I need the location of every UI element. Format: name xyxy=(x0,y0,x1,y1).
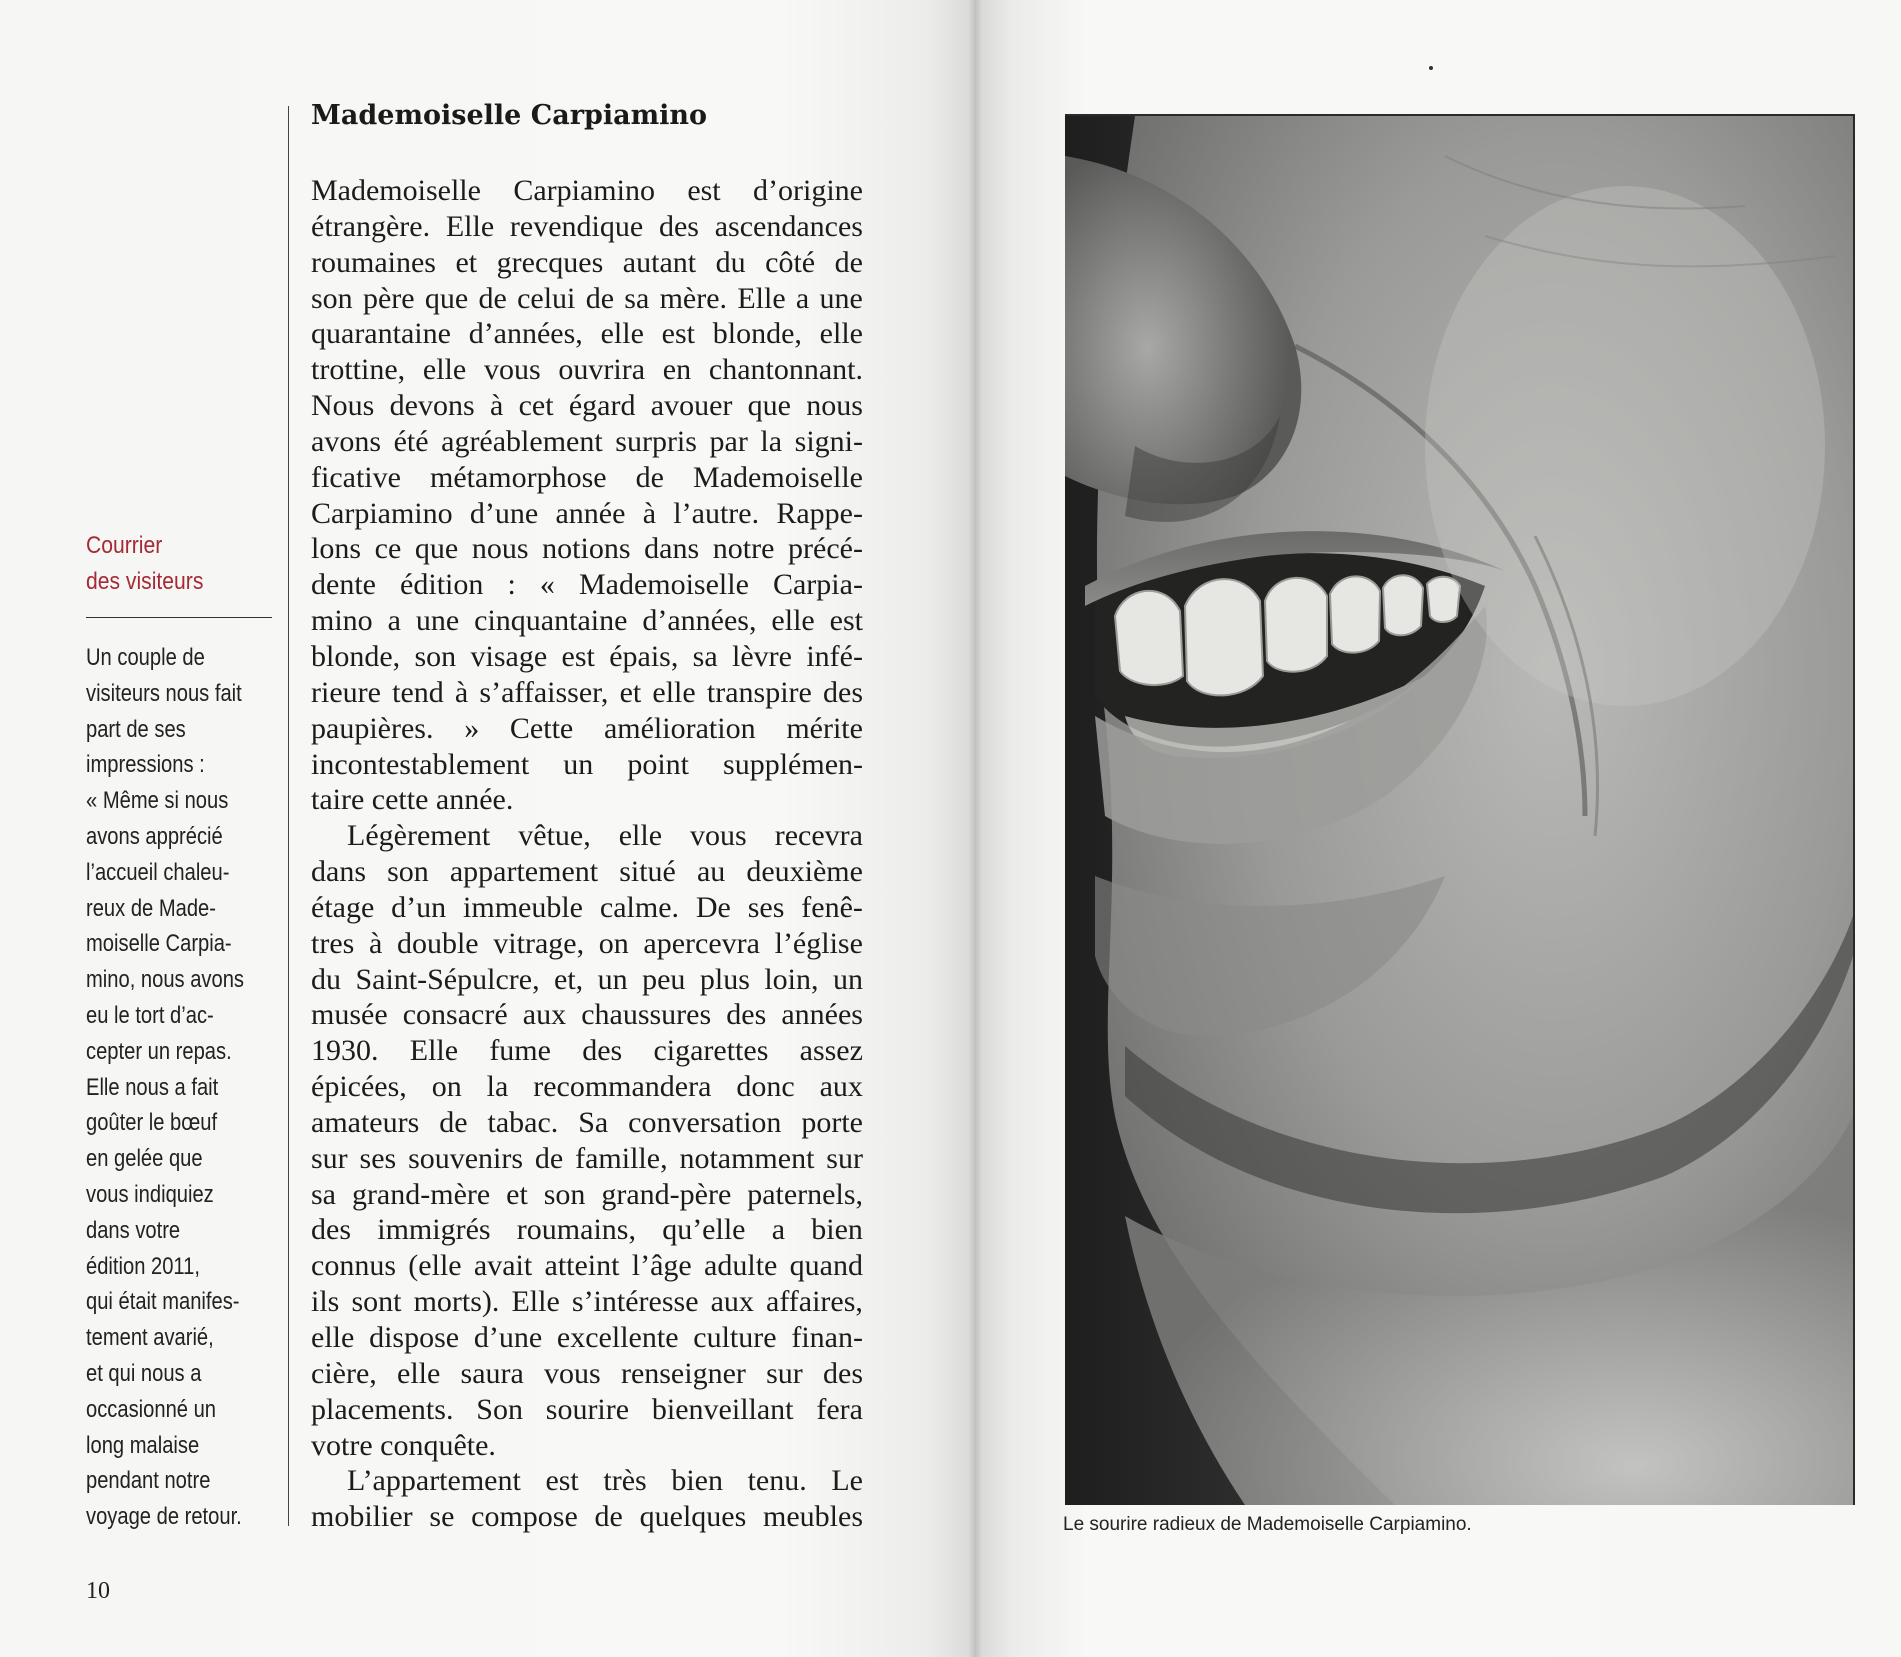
sidebar-body-line: l’accueil chaleu- xyxy=(86,858,230,886)
sidebar-body-line: Un couple de xyxy=(86,644,205,671)
article-line: lons ce que nous notions dans notre précé- xyxy=(311,532,863,566)
photo-caption: Le sourire radieux de Mademoiselle Carpiamino. xyxy=(1063,1514,1472,1535)
article-line: roumaines et grecques autant du côté de xyxy=(311,245,863,279)
article-line: mobilier se compose de quelques meubles xyxy=(311,1500,863,1534)
article-line: avons été agréablement surpris par la signi- xyxy=(311,424,863,458)
sidebar-body-line: vous indiquiez xyxy=(86,1180,214,1208)
sidebar-body-line: impressions : xyxy=(86,751,205,779)
sidebar-body-line: goûter le bœuf xyxy=(86,1109,218,1137)
print-speck xyxy=(1429,66,1433,70)
article-line: dans son appartement situé au deuxième xyxy=(311,855,863,889)
article-line: 1930. Elle fume des cigarettes assez xyxy=(311,1034,863,1068)
article-line: mino a une cinquantaine d’années, elle est xyxy=(311,604,863,638)
sidebar-body-line: occasionné un xyxy=(86,1395,217,1423)
sidebar-body-line: « Même si nous xyxy=(86,787,229,815)
sidebar-body-line: voyage de retour. xyxy=(86,1503,242,1531)
article-line: L’appartement est très bien tenu. Le xyxy=(347,1464,863,1498)
article-line: Nous devons à cet égard avouer que nous xyxy=(311,389,863,423)
sidebar-body-line: mino, nous avons xyxy=(86,966,245,994)
article-title: Mademoiselle Carpiamino xyxy=(311,100,708,131)
article-line: taire cette année. xyxy=(311,783,514,817)
sidebar-heading xyxy=(86,528,272,600)
sidebar-divider xyxy=(86,617,272,618)
page-number: 10 xyxy=(86,1578,110,1604)
article-line: votre conquête. xyxy=(311,1428,496,1462)
sidebar-body-line: dans votre xyxy=(86,1216,181,1244)
sidebar-body-line: long malaise xyxy=(86,1431,200,1459)
article-line: des immigrés roumains, qu’elle a bien xyxy=(311,1213,863,1247)
sidebar-visitor-mail xyxy=(86,528,272,1531)
article-line: ils sont morts). Elle s’intéresse aux affaires, xyxy=(311,1285,863,1319)
article-line: dente édition : « Mademoiselle Carpia- xyxy=(311,568,863,602)
article-line: incontestablement un point supplémen- xyxy=(311,747,863,781)
article-line: rieure tend à s’affaisser, et elle transpire des xyxy=(311,675,863,709)
sidebar-body-line: qui était manifes- xyxy=(86,1288,240,1316)
article-line: trottine, elle vous ouvrira en chantonnant. xyxy=(311,353,863,387)
article-line: Mademoiselle Carpiamino est d’origine xyxy=(311,174,863,207)
sidebar-body-line: moiselle Carpia- xyxy=(86,930,232,958)
article-line: étrangère. Elle revendique des ascendances xyxy=(311,209,863,243)
sidebar-body-line: part de ses xyxy=(86,715,186,743)
sidebar-heading-line: Courrier xyxy=(86,532,163,559)
sidebar-body-line: avons apprécié xyxy=(86,822,223,850)
sidebar-body-line: en gelée que xyxy=(86,1145,203,1173)
sidebar-heading-line: des visiteurs xyxy=(86,568,204,595)
smile-photo-image xyxy=(1065,116,1853,1505)
article-line: Carpiamino d’une année à l’autre. Rappe- xyxy=(311,496,863,530)
article-line: sur ses souvenirs de famille, notamment sur xyxy=(311,1141,863,1175)
sidebar-body-line: édition 2011, xyxy=(86,1252,200,1280)
article-body xyxy=(311,173,863,1535)
article-line: placements. Son sourire bienveillant fera xyxy=(311,1392,863,1426)
article-line: ficative métamorphose de Mademoiselle xyxy=(311,460,863,494)
article-line: connus (elle avait atteint l’âge adulte quand xyxy=(311,1249,863,1283)
article-line: Légèrement vêtue, elle vous recevra xyxy=(347,819,863,853)
article-line: blonde, son visage est épais, sa lèvre infé- xyxy=(311,639,863,673)
sidebar-body-line: tement avarié, xyxy=(86,1324,214,1352)
article-line: étage d’un immeuble calme. De ses fenê- xyxy=(311,890,863,924)
sidebar-body-line: cepter un repas. xyxy=(86,1037,232,1065)
book-gutter xyxy=(968,0,982,1657)
article-line: sa grand-mère et son grand-père paternels, xyxy=(311,1177,863,1211)
article-line: du Saint-Sépulcre, et, un peu plus loin, un xyxy=(311,962,863,996)
article-line: quarantaine d’années, elle est blonde, elle xyxy=(311,317,863,351)
sidebar-body-line: et qui nous a xyxy=(86,1359,202,1387)
article-line: amateurs de tabac. Sa conversation porte xyxy=(311,1105,863,1139)
sidebar-body-line: reux de Made- xyxy=(86,894,216,922)
sidebar-body-line: Elle nous a fait xyxy=(86,1073,219,1101)
column-divider xyxy=(288,106,289,1526)
sidebar-body-line: pendant notre xyxy=(86,1467,211,1495)
article-line: elle dispose d’une excellente culture finan- xyxy=(311,1321,863,1354)
article-line: son père que de celui de sa mère. Elle a une xyxy=(311,281,863,315)
article-line: cière, elle saura vous renseigner sur des xyxy=(311,1356,863,1390)
sidebar-body-line: eu le tort d’ac- xyxy=(86,1001,214,1029)
article-line: tres à double vitrage, on apercevra l’église xyxy=(311,926,863,960)
article-line: épicées, on la recommandera donc aux xyxy=(311,1070,863,1104)
smile-photo xyxy=(1065,114,1855,1505)
sidebar-body xyxy=(86,640,286,1535)
article-line: paupières. » Cette amélioration mérite xyxy=(311,711,863,745)
article-line: musée consacré aux chaussures des années xyxy=(311,998,863,1032)
sidebar-body-line: visiteurs nous fait xyxy=(86,679,242,707)
